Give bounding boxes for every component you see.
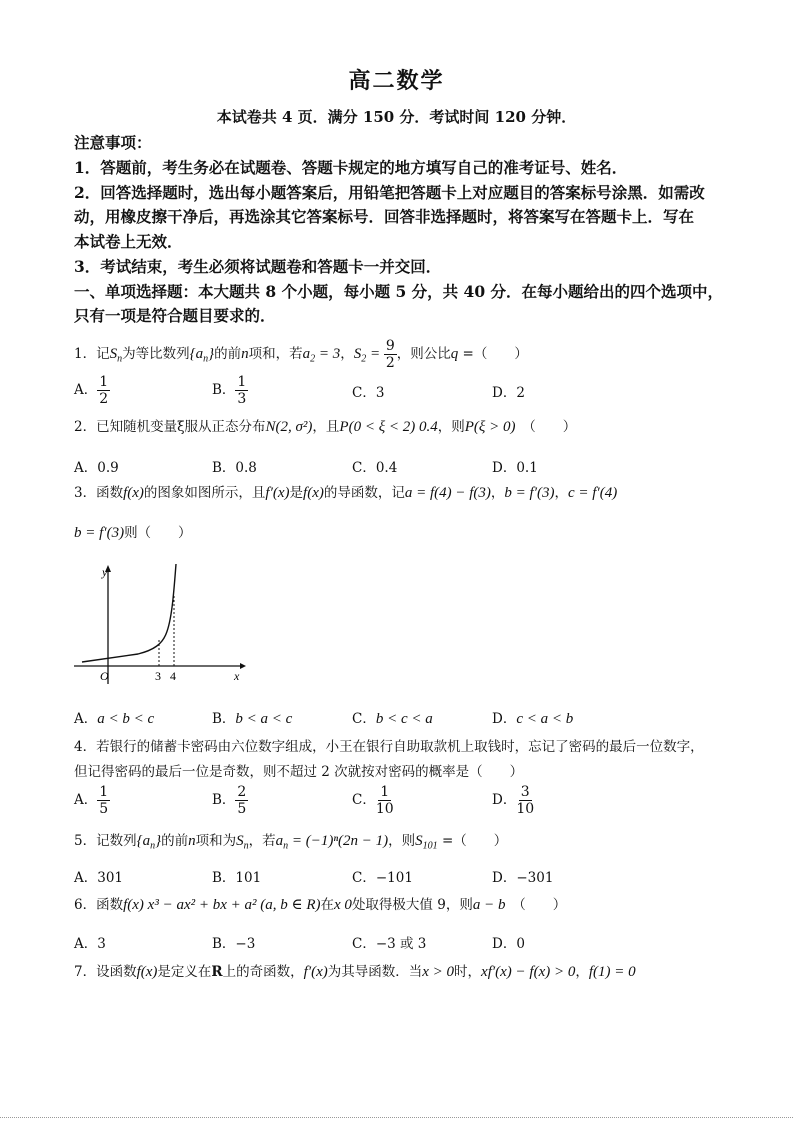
q3-text: 是	[289, 485, 304, 501]
note-2-line-1: 2．回答选择题时，选出每小题答案后，用铅笔把答题卡上对应题目的答案标号涂黑．如需改	[74, 183, 705, 202]
tick-label-3: 3	[155, 669, 161, 683]
question-5: 5．记数列$\{a_n\}$的前n项和为$S_n$，若$a_n = (-1)^n(2n - 1)$，则$S_{101}$ =（ ）	[74, 833, 508, 852]
q2-option-a[interactable]: A．0.9	[74, 460, 119, 476]
question-1	[74, 338, 528, 371]
q2-text: （ ）	[515, 419, 577, 435]
question-6: 6．函数f(x) x³ − ax² + bx + a² (a, b ∈ R)在x 0处取得极大值 9，则a − b （ ）	[74, 897, 567, 913]
q1-ratio: q	[450, 346, 459, 362]
q1-condition-2: S	[353, 346, 362, 362]
q2-probability-given: P(0 < ξ < 2) 0.4	[339, 419, 438, 435]
tick-label-4: 4	[170, 669, 176, 683]
q1-comma: ，	[340, 346, 354, 362]
page-title: 高二数学	[348, 68, 445, 94]
origin-label: O	[100, 669, 109, 683]
q1-sum-subscript: n	[117, 353, 123, 365]
q3-text: 则（ ）	[124, 525, 192, 541]
q1-text: 为等比数列	[122, 346, 190, 362]
q3-b-definition: b = f′(3)	[504, 485, 555, 501]
q3-text: 的图象如图所示，且	[143, 485, 266, 501]
q2-probability-asked: P(ξ > 0)	[464, 419, 516, 435]
q4-option-b[interactable]: B． $\frac{2}{5}$	[212, 784, 247, 817]
q6-option-b[interactable]: B．−3	[212, 936, 256, 952]
q1-seq-close: }	[208, 346, 215, 362]
q3-text: 3．函数	[74, 485, 124, 501]
x-axis-arrow-icon	[240, 663, 246, 669]
q3-b-repeat: b = f′(3)	[74, 525, 125, 541]
q1-option-c[interactable]: C．3	[352, 385, 385, 401]
q1-text: =（ ）	[458, 346, 528, 362]
function-curve	[82, 564, 176, 662]
q3-function-graph	[68, 560, 248, 688]
q1-condition-1-subscript: 2	[310, 353, 316, 365]
q2-distribution: N(2, σ²)	[265, 419, 313, 435]
note-3: 3．考试结束，考生必须将试题卷和答题卡一并交回．	[74, 257, 442, 276]
q1-sum-symbol: S	[109, 346, 118, 362]
q5-option-a[interactable]: A．301	[74, 870, 124, 886]
question-4-line-1: 4．若银行的储蓄卡密码由六位数字组成，小王在银行自助取款机上取钱时，忘记了密码的最后一位数字，	[74, 739, 704, 755]
q1-equals: =	[366, 346, 384, 362]
y-label: y	[102, 565, 108, 579]
question-3: 3．函数f(x)的图象如图所示，且f′(x)是f(x)的导函数，记a = f(4) − f(3)，b = f′(3)，c = f′(4)	[74, 485, 618, 501]
q1-seq-subscript: n	[203, 353, 209, 365]
q5-option-d[interactable]: D．−301	[492, 870, 554, 886]
notes-heading: 注意事项：	[74, 133, 152, 152]
q1-condition-2-subscript: 2	[361, 353, 367, 365]
q1-text: ，则公比	[396, 346, 451, 362]
q3-a-definition: a = f(4) − f(3)	[404, 485, 491, 501]
q3-option-b[interactable]: B．b < a < c	[212, 711, 293, 727]
q1-text: 1．记	[74, 346, 110, 362]
question-7: 7．设函数f(x)是定义在R上的奇函数，f′(x)为其导函数．当x > 0时，xf′(x) − f(x) > 0，f(1) = 0	[74, 964, 636, 980]
q3-derivative: f′(x)	[265, 485, 290, 501]
q4-option-c[interactable]: C． $\frac{1}{10}$	[352, 784, 394, 817]
q1-text: 项和，若	[248, 346, 303, 362]
q5-formula: a	[275, 833, 284, 849]
q2-text: 2．已知随机变量ξ服从正态分布	[74, 419, 266, 435]
section-heading-line-2: 只有一项是符合题目要求的．	[74, 306, 276, 325]
question-4-line-2: 但记得密码的最后一位是奇数，则不超过 2 次就按对密码的概率是（ ）	[74, 764, 524, 780]
note-2-line-2: 动，用橡皮擦干净后，再选涂其它答案标号．回答非选择题时，将答案写在答题卡上．写在	[74, 207, 695, 226]
q1-n: n	[241, 346, 249, 362]
q1-option-a[interactable]: A． $\frac{1}{2}$	[74, 374, 109, 407]
q3-option-a[interactable]: A．a < b < c	[74, 711, 155, 727]
q3-text: 的导函数，记	[323, 485, 405, 501]
q1-option-b[interactable]: B． $\frac{1}{3}$	[212, 374, 247, 407]
page-footer-divider	[0, 1117, 793, 1118]
q1-seq-open: {a	[189, 346, 204, 362]
q6-option-a[interactable]: A．3	[74, 936, 106, 952]
q3-option-c[interactable]: C．b < c < a	[352, 711, 433, 727]
q4-option-a[interactable]: A． $\frac{1}{5}$	[74, 784, 109, 817]
q2-text: ，则	[437, 419, 465, 435]
q1-condition-1: a	[302, 346, 311, 362]
q3-option-d[interactable]: D．c < a < b	[492, 711, 574, 727]
question-3-line-2	[74, 521, 192, 542]
q1-fraction: $\frac{9}{2}$	[385, 338, 395, 371]
q5-option-b[interactable]: B．101	[212, 870, 262, 886]
q6-formula: x³ − ax² + bx + a² (a, b ∈ R)	[143, 897, 321, 913]
note-2-line-3: 本试卷上无效．	[74, 232, 183, 251]
q3-c-definition: c = f′(4)	[567, 485, 618, 501]
x-label: x	[234, 669, 240, 683]
question-2	[74, 415, 576, 436]
q2-option-b[interactable]: B．0.8	[212, 460, 257, 476]
q2-option-c[interactable]: C．0.4	[352, 460, 398, 476]
q1-option-d[interactable]: D．2	[492, 385, 525, 401]
q1-text: 的前	[214, 346, 242, 362]
q6-option-c[interactable]: C．−3 或 3	[352, 936, 427, 952]
q3-function: f(x)	[303, 485, 324, 501]
q3-function: f(x)	[123, 485, 144, 501]
q5-option-c[interactable]: C．−101	[352, 870, 413, 886]
section-heading-line-1: 一、单项选择题：本大题共 8 个小题，每小题 5 分，共 40 分．在每小题给出的四个选项中，	[74, 282, 724, 301]
q6-option-d[interactable]: D．0	[492, 936, 525, 952]
note-1: 1．答题前，考生务必在试题卷、答题卡规定的地方填写自己的准考证号、姓名．	[74, 158, 628, 177]
q4-option-d[interactable]: D． $\frac{3}{10}$	[492, 784, 535, 817]
exam-info: 本试卷共 4 页．满分 150 分．考试时间 120 分钟．	[216, 108, 577, 126]
q6-function: f(x)	[123, 897, 144, 913]
q1-option-a-fraction: $\frac{1}{2}$	[99, 374, 109, 407]
q1-condition-1-value: = 3	[315, 346, 341, 362]
q2-option-d[interactable]: D．0.1	[492, 460, 538, 476]
q2-text: ，且	[312, 419, 340, 435]
q1-option-b-fraction: $\frac{1}{3}$	[237, 374, 247, 407]
